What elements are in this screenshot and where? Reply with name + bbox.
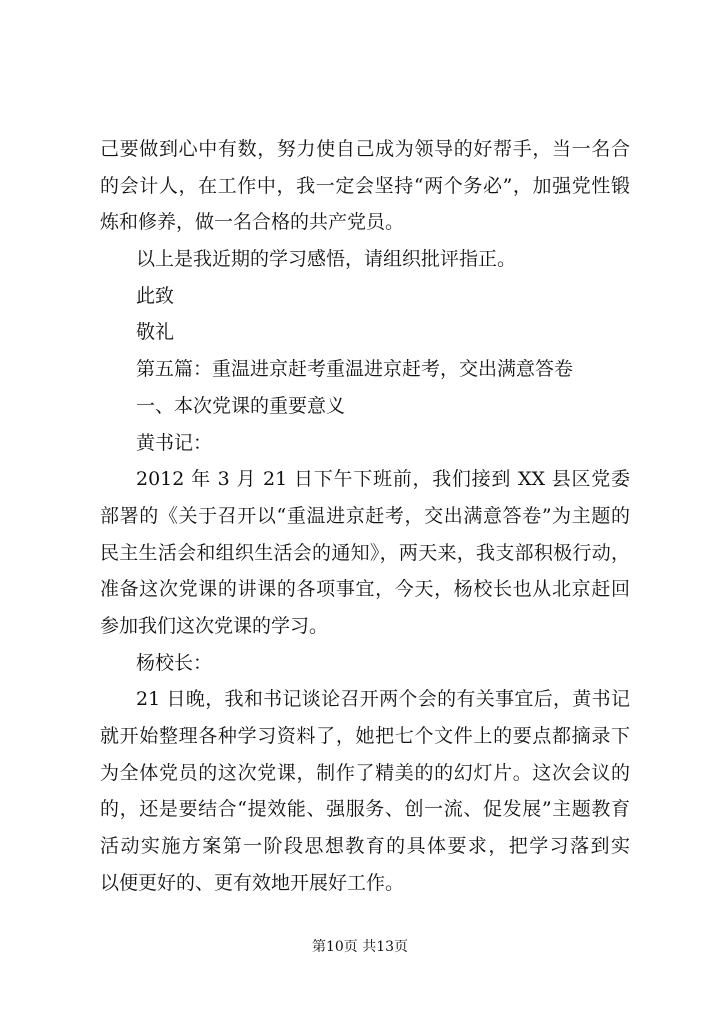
text-line: 为全体党员的这次党课，制作了精美的的幻灯片。这次会议的 [100, 761, 630, 784]
text-line: 以便更好的、更有效地开展好工作。 [100, 871, 405, 894]
text-line: 一、本次党课的重要意义 [136, 394, 346, 417]
text-line: 21 日晚，我和书记谈论召开两个会的有关事宜后，黄书记 [136, 688, 630, 711]
text-line: 准备这次党课的讲课的各项事宜，今天，杨校长也从北京赶回 [100, 578, 630, 601]
text-line: 此致 [136, 284, 175, 307]
text-line: 黄书记： [136, 431, 213, 454]
text-line: 敬礼 [136, 321, 175, 344]
text-line: 的会计人，在工作中，我一定会坚持“两个务必”，加强党性锻 [100, 174, 630, 197]
page-footer: 第10页 共13页 [311, 939, 409, 955]
text-line: 以上是我近期的学习感悟，请组织批评指正。 [136, 248, 517, 271]
text-line: 的，还是要结合“提效能、强服务、创一流、促发展”主题教育 [100, 798, 630, 821]
text-line: 己要做到心中有数，努力使自己成为领导的好帮手，当一名合 [100, 138, 630, 160]
text-line: 参加我们这次党课的学习。 [100, 614, 329, 637]
text-line: 炼和修养，做一名合格的共产党员。 [100, 211, 405, 234]
document-body [100, 131, 630, 901]
text-line: 民主生活会和组织生活会的通知》，两天来，我支部积极行动， [100, 541, 630, 564]
text-line: 2012 年 3 月 21 日下午下班前，我们接到 XX 县区党委 [136, 468, 630, 491]
text-line: 活动实施方案第一阶段思想教育的具体要求，把学习落到实 [100, 835, 630, 858]
text-line: 部署的《关于召开以“重温进京赶考，交出满意答卷”为主题的 [100, 504, 630, 527]
text-line: 杨校长： [136, 651, 213, 674]
text-line: 第五篇：重温进京赶考重温进京赶考，交出满意答卷 [136, 358, 574, 381]
text-line: 就开始整理各种学习资料了，她把七个文件上的要点都摘录下 [100, 725, 630, 747]
